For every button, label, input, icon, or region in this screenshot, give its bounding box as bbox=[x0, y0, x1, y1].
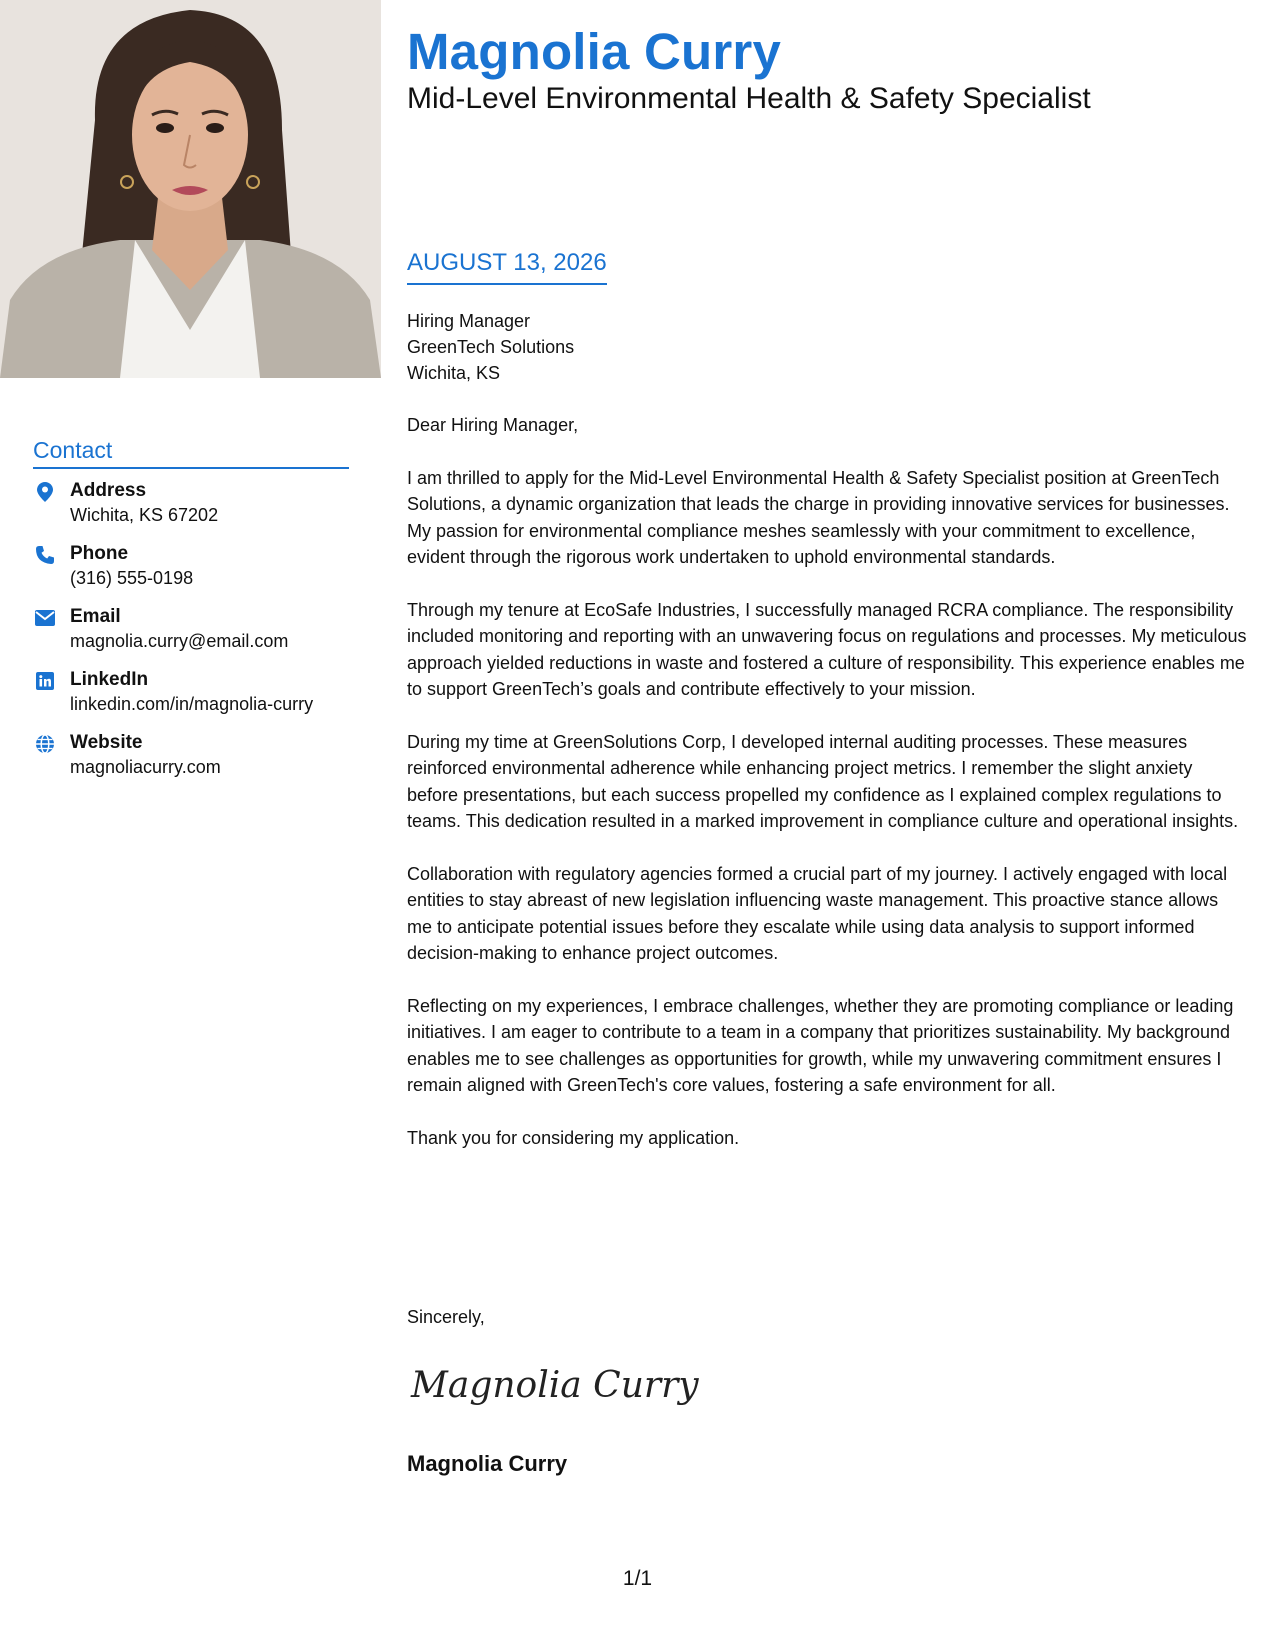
map-pin-icon bbox=[35, 482, 55, 502]
contact-list bbox=[33, 480, 363, 795]
recipient-location: Wichita, KS bbox=[407, 363, 501, 383]
contact-label: Address bbox=[70, 480, 147, 501]
linkedin-icon bbox=[35, 671, 55, 691]
contact-email bbox=[33, 606, 363, 669]
contact-value: (316) 555-0198 bbox=[70, 568, 194, 588]
paragraph: Thank you for considering my application. bbox=[407, 1127, 740, 1148]
contact-address bbox=[33, 480, 363, 543]
contact-label: Website bbox=[70, 732, 143, 753]
contact-value[interactable]: linkedin.com/in/magnolia-curry bbox=[70, 694, 314, 714]
handwritten-signature bbox=[407, 1355, 699, 1420]
contact-website bbox=[33, 732, 363, 795]
globe-icon bbox=[35, 734, 55, 754]
contact-linkedin bbox=[33, 669, 363, 732]
contact-value: Wichita, KS 67202 bbox=[70, 505, 219, 525]
phone-icon bbox=[35, 545, 55, 565]
contact-value[interactable]: magnolia.curry@email.com bbox=[70, 631, 289, 651]
recipient-company: GreenTech Solutions bbox=[407, 337, 575, 357]
contact-label: LinkedIn bbox=[70, 669, 149, 690]
envelope-icon bbox=[35, 608, 55, 628]
letter-body bbox=[407, 308, 1247, 1177]
page-number: 1/1 bbox=[622, 1567, 653, 1590]
paragraph: Through my tenure at EcoSafe Industries, I successfully managed RCRA compliance. The responsibility included monitoring and reporting with an unwavering focus on regulations and processes. My meticulous approach yielded reductions in waste and fostered a culture of responsibility. This experience enables me to support GreenTech’s goals and contribute effectively to your mission. bbox=[407, 599, 1247, 699]
contact-phone bbox=[33, 543, 363, 606]
paragraph: Reflecting on my experiences, I embrace challenges, whether they are promoting compliance or leading initiatives. I am eager to contribute to a team in a company that prioritizes sustainability. My background enables me to see challenges as opportunities for growth, while my unwavering commitment ensures I remain aligned with GreenTech's core values, fostering a safe environment for all. bbox=[407, 995, 1234, 1095]
signed-name: Magnolia Curry bbox=[407, 1451, 568, 1476]
paragraph: I am thrilled to apply for the Mid-Level Environmental Health & Safety Specialist position at GreenTech Solutions, a dynamic organization that leads the charge in providing innovative services for businesses. My passion for environmental compliance meshes seamlessly with your commitment to excellence, evident through the rigorous work undertaken to uphold environmental standards. bbox=[407, 467, 1230, 567]
profile-photo bbox=[0, 0, 381, 378]
paragraph: Collaboration with regulatory agencies formed a crucial part of my journey. I actively engaged with local entities to stay abreast of new legislation influencing waste management. This proactive stance allows me to anticipate potential issues before they escalate while using data analysis to support informed decision-making to enhance project outcomes. bbox=[407, 863, 1228, 963]
applicant-name: Magnolia Curry bbox=[407, 23, 782, 80]
job-title: Mid-Level Environmental Health & Safety Specialist bbox=[407, 82, 1091, 115]
paragraph: During my time at GreenSolutions Corp, I developed internal auditing processes. These measures reinforced environmental adherence while enhancing project metrics. I remember the slight anxiety before presentations, but each success propelled my confidence as I explained complex regulations to teams. This dedication resulted in a marked improvement in compliance culture and operational insights. bbox=[407, 731, 1239, 831]
contact-heading: Contact bbox=[33, 437, 349, 469]
contact-label: Email bbox=[70, 606, 121, 627]
signature-text: Magnolia Curry bbox=[411, 1365, 699, 1406]
contact-label: Phone bbox=[70, 543, 129, 564]
greeting: Dear Hiring Manager, bbox=[407, 415, 579, 435]
recipient-block bbox=[407, 308, 1247, 386]
letter-date: AUGUST 13, 2026 bbox=[407, 249, 607, 285]
closing: Sincerely, bbox=[407, 1307, 485, 1327]
contact-value[interactable]: magnoliacurry.com bbox=[70, 757, 221, 777]
recipient-title: Hiring Manager bbox=[407, 311, 531, 331]
